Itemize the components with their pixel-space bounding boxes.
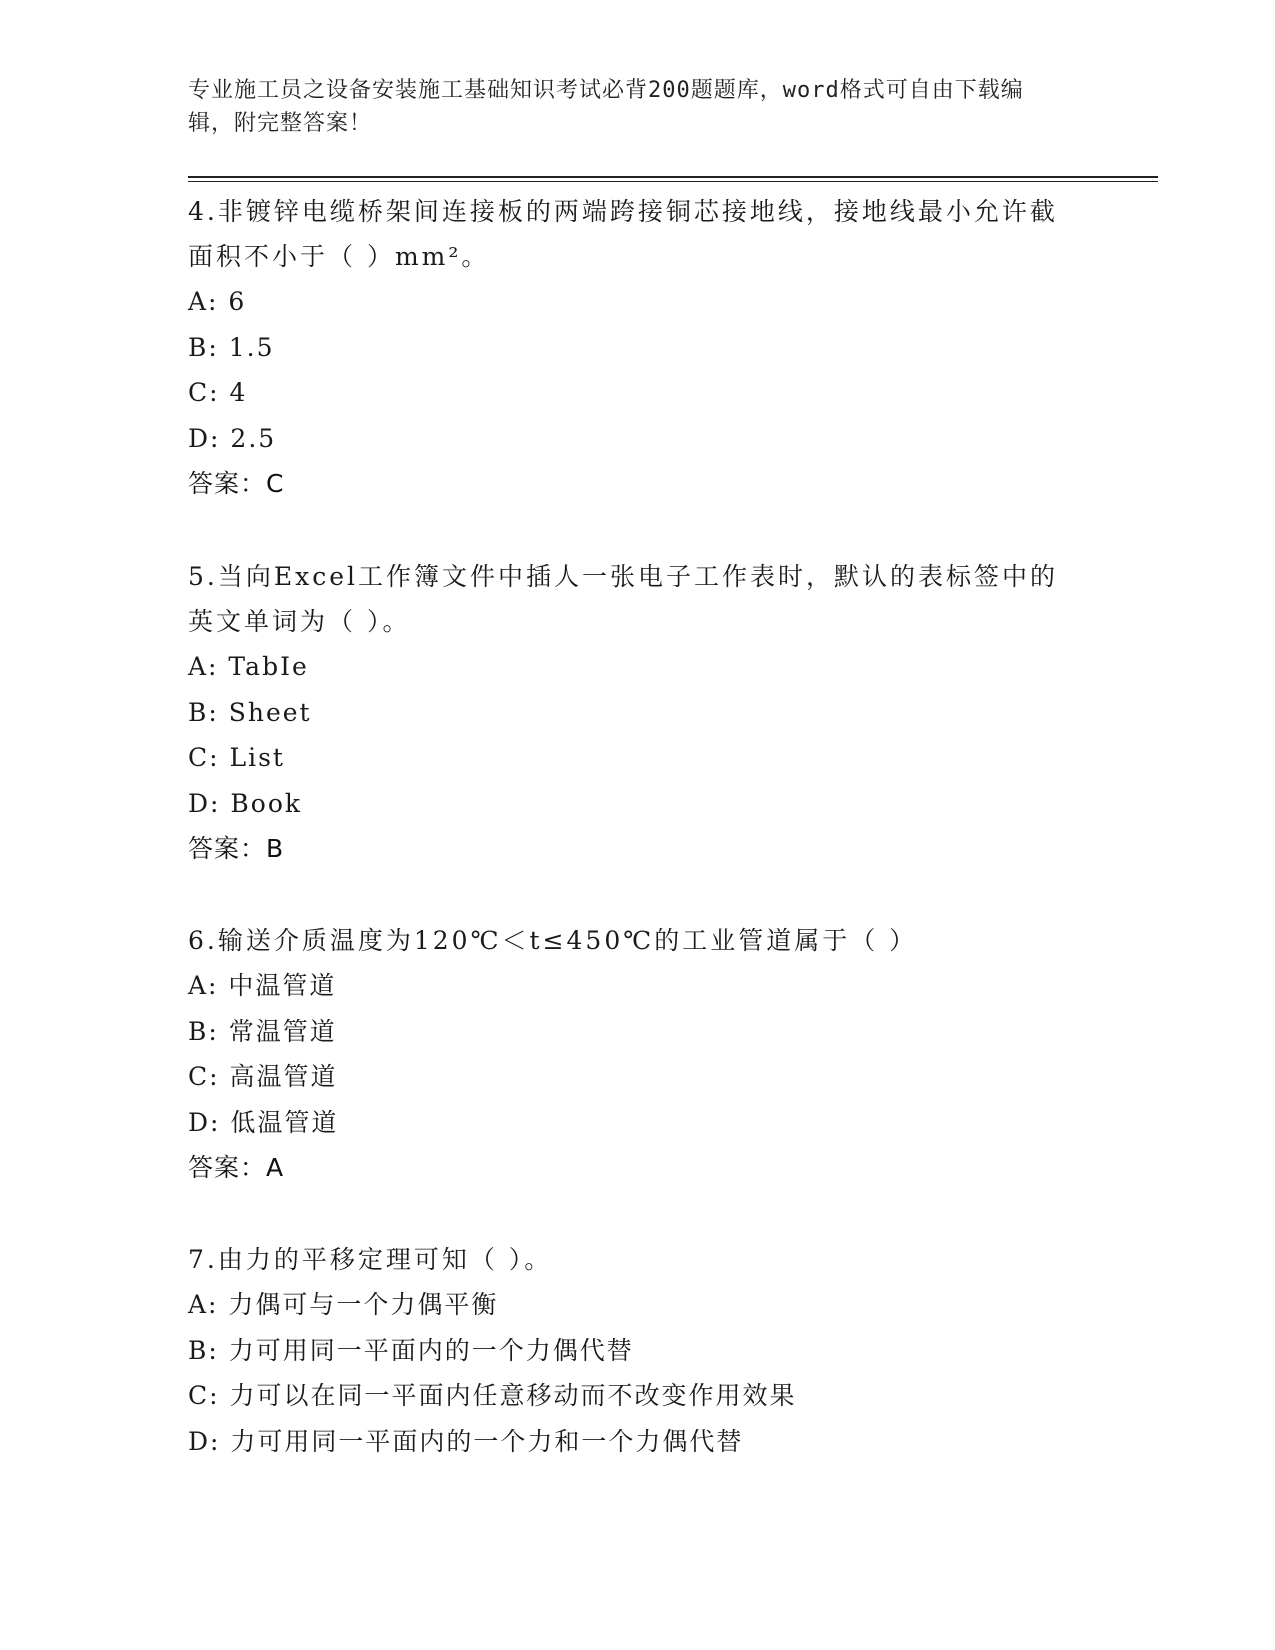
question-block <box>188 189 1068 506</box>
answer-line: 答案：B <box>188 834 285 863</box>
option-d: D: 力可用同一平面内的一个力和一个力偶代替 <box>188 1426 744 1456</box>
question-stem: 4.非镀锌电缆桥架间连接板的两端跨接铜芯接地线，接地线最小允许截面积不小于（ ）mm²。 <box>188 197 1058 271</box>
question-block <box>188 1237 1068 1464</box>
option-c: C: 高温管道 <box>188 1062 338 1091</box>
question-block <box>188 554 1068 871</box>
option-d: D: 低温管道 <box>188 1107 339 1137</box>
option-c: C: 4 <box>188 378 248 407</box>
option-b: B: 1.5 <box>188 332 275 362</box>
option-d: D: 2.5 <box>188 423 277 453</box>
option-a: A: 中温管道 <box>188 971 337 1000</box>
option-b: B: 力可用同一平面内的一个力偶代替 <box>188 1335 634 1365</box>
option-a: A: 6 <box>188 287 247 316</box>
option-c: C: 力可以在同一平面内任意移动而不改变作用效果 <box>188 1381 797 1410</box>
option-a: A: 力偶可与一个力偶平衡 <box>188 1290 499 1319</box>
answer-line: 答案：C <box>188 469 285 498</box>
question-stem: 7.由力的平移定理可知（ ）。 <box>188 1245 553 1274</box>
option-b: B: Sheet <box>188 697 312 727</box>
answer-line: 答案：A <box>188 1153 285 1182</box>
option-c: C: List <box>188 743 285 772</box>
question-block <box>188 918 1068 1190</box>
question-stem: 5.当向Excel工作簿文件中插人一张电子工作表时，默认的表标签中的英文单词为（ ）。 <box>188 562 1058 636</box>
header-divider-thick <box>188 176 1158 178</box>
option-d: D: Book <box>188 788 303 818</box>
option-b: B: 常温管道 <box>188 1016 337 1046</box>
header-divider-thin <box>188 181 1158 182</box>
question-stem: 6.输送介质温度为120℃＜t≤450℃的工业管道属于（ ） <box>188 926 918 955</box>
option-a: A: TabIe <box>188 652 309 681</box>
document-header-title: 专业施工员之设备安装施工基础知识考试必背200题题库，word格式可自由下载编辑，附完整答案！ <box>188 78 1024 136</box>
